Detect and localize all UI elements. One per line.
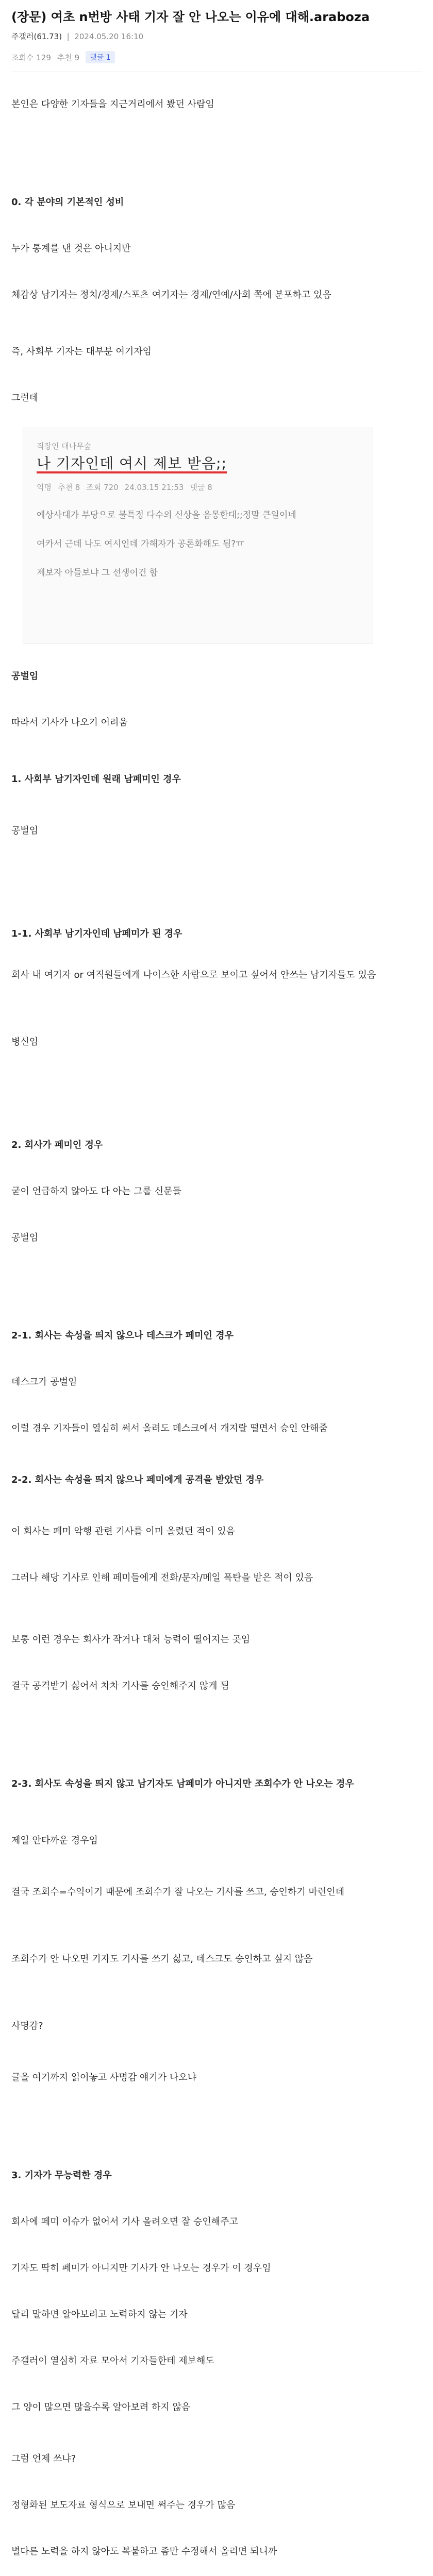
section-heading: 3. 기자가 무능력한 경우 [11,2170,112,2181]
paragraph: 공벌임 [11,825,39,836]
paragraph: 공벌임 [11,1232,39,1243]
paragraph: 따라서 기사가 나오기 어려움 [11,717,128,728]
quote-board-label: 직장인 대나무숲 [37,442,92,451]
paragraph: 본인은 다양한 기자들을 지근거리에서 봤던 사람임 [11,99,214,110]
section-heading: 공벌임 [11,671,39,682]
paragraph: 그럼 언제 쓰냐? [11,2453,76,2464]
comment-badge[interactable]: 댓글 1 [86,51,114,63]
paragraph: 이럴 경우 기자들이 열심히 써서 올려도 데스크에서 개지랄 떨면서 승인 안해줌 [11,1423,328,1434]
paragraph: 그런데 [11,393,39,403]
quote-comments: 댓글 8 [190,483,212,492]
paragraph: 굳이 언급하지 않아도 다 아는 그룹 신문들 [11,1186,181,1197]
paragraph: 결국 조회수=수익이기 때문에 조회수가 잘 나오는 기사를 쓰고, 승인하기 마련인데 [11,1887,345,1897]
quoted-post-image [23,428,373,644]
paragraph: 달리 말하면 알아보려고 노력하지 않는 기자 [11,2309,188,2320]
paragraph: 결국 공격받기 싫어서 차차 기사를 승인해주지 않게 됨 [11,1681,229,1691]
quote-views: 조회 720 [86,483,119,492]
paragraph: 누가 통계를 낸 것은 아니지만 [11,243,131,254]
paragraph: 이 회사는 페미 악행 관련 기사를 이미 올렸던 적이 있음 [11,1526,236,1537]
view-count: 조회수 129 [11,53,51,62]
quote-line: 예상사대가 부당으로 불특정 다수의 신상을 음몽한대;;정말 큰일이네 [37,510,296,520]
section-heading: 2-2. 회사는 속성을 띄지 않으나 페미에게 공격을 받았던 경우 [11,1475,264,1485]
section-heading: 1-1. 사회부 남기자인데 남페미가 된 경우 [11,928,182,939]
paragraph: 기자도 딱히 페미가 아니지만 기사가 안 나오는 경우가 이 경우임 [11,2263,271,2274]
post-title: (장문) 여초 n번방 사태 기자 잘 안 나오는 이유에 대해.araboza [11,10,370,24]
quote-line: 여카서 근데 나도 여시인데 가해자가 공론화해도 됨?ㅠ [37,539,244,549]
paragraph: 회사에 페미 이슈가 없어서 기사 올려오면 잘 승인해주고 [11,2216,238,2227]
post-header [11,0,422,72]
section-heading: 2. 회사가 페미인 경우 [11,1140,103,1150]
section-heading: 1. 사회부 남기자인데 원래 남페미인 경우 [11,774,181,785]
paragraph: 즉, 사회부 기자는 대부분 여기자임 [11,346,152,357]
author-line: 주갤러(61.73) | 2024.05.20 16:10 [11,32,144,41]
paragraph: 조회수가 안 나오면 기자도 기사를 쓰기 싫고, 데스크도 승인하고 싶지 않음 [11,1954,313,1964]
paragraph: 보통 이런 경우는 회사가 작거나 대처 능력이 떨어지는 곳임 [11,1634,251,1645]
paragraph: 글을 여기까지 읽어놓고 사명감 얘기가 나오냐 [11,2072,196,2083]
quote-body [37,507,359,581]
post-stats [11,51,422,63]
paragraph: 사명감? [11,2021,43,2031]
paragraph: 데스크가 공벌임 [11,1377,77,1387]
quote-author: 익명 [37,483,52,492]
like-count: 추천 9 [57,53,80,62]
quote-likes: 추천 8 [57,483,80,492]
quote-meta [37,481,359,494]
paragraph: 제일 안타까운 경우임 [11,1835,98,1846]
paragraph: 회사 내 여기자 or 여직원들에게 나이스한 사람으로 보이고 싶어서 안쓰는 남기자들도 있음 [11,970,376,980]
paragraph: 주갤러이 열심히 자료 모아서 기자들한테 제보해도 [11,2355,214,2366]
section-heading: 2-3. 회사도 속성을 띄지 않고 남기자도 남페미가 아니지만 조회수가 안 나오는 경우 [11,1778,354,1789]
section-heading: 2-1. 회사는 속성을 띄지 않으나 데스크가 페미인 경우 [11,1330,234,1341]
paragraph: 정형화된 보도자료 형식으로 보내면 써주는 경우가 많음 [11,2500,236,2511]
section-heading: 0. 각 분야의 기본적인 성비 [11,197,124,208]
quote-date: 24.03.15 21:53 [124,483,184,492]
paragraph: 병신임 [11,1037,39,1047]
paragraph: 그러나 해당 기사로 인해 페미들에게 전화/문자/메일 폭탄을 받은 적이 있음 [11,1572,313,1583]
post-date: 2024.05.20 16:10 [74,32,144,41]
quote-title: 나 기자인데 여시 제보 받음;; [37,457,227,473]
paragraph: 별다른 노력을 하지 않아도 복붙하고 좀만 수정해서 올리면 되니까 [11,2546,277,2557]
paragraph: 그 양이 많으면 많을수록 알아보려 하지 않음 [11,2402,191,2413]
author-name[interactable]: 주갤러(61.73) [11,32,62,41]
quote-line: 제보자 아들보냐 그 선생이건 함 [37,568,158,578]
paragraph: 체감상 남기자는 정치/경제/스포츠 여기자는 경제/연예/사회 쪽에 분포하고 있음 [11,290,331,300]
